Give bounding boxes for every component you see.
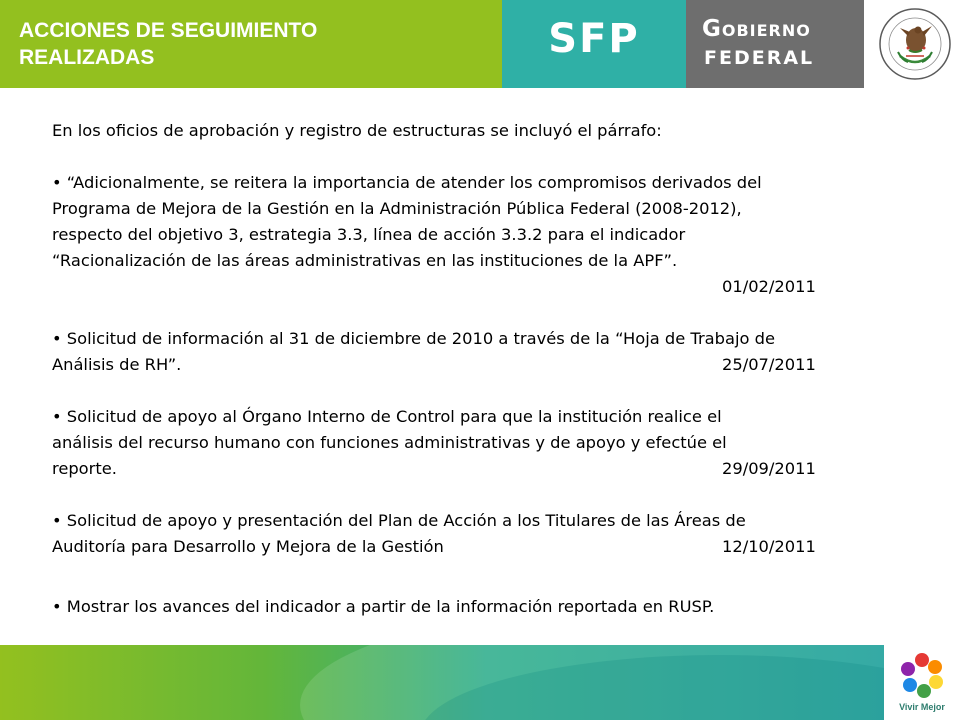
bullet-1-line-2: Programa de Mejora de la Gestión en la Administración Pública Federal (2008-2012), (52, 199, 742, 218)
mexican-coat-of-arms-icon (878, 6, 952, 82)
bullet-symbol: • (52, 511, 62, 530)
bullet-symbol: • (52, 173, 62, 192)
bullet-3-line-1: Solicitud de apoyo al Órgano Interno de Control para que la institución realice el (66, 407, 722, 426)
bullet-3-line-3: reporte. (52, 459, 117, 478)
spacer (52, 300, 872, 326)
vivir-mejor-label: Vivir Mejor (899, 702, 945, 712)
footer (0, 645, 960, 720)
bullet-3-line-2: análisis del recurso humano con funciones administrativas y de apoyo y efectúe el (52, 433, 727, 452)
bullet-symbol: • (52, 407, 62, 426)
bullet-item-4 (52, 508, 872, 560)
bullet-item-1 (52, 170, 872, 300)
spacer (52, 378, 872, 404)
intro-text: En los oficios de aprobación y registro de estructuras se incluyó el párrafo: (52, 121, 662, 140)
bullet-item-2 (52, 326, 872, 378)
vivir-mejor-logo (884, 645, 960, 720)
spacer (52, 560, 872, 594)
bullet-symbol: • (52, 597, 62, 616)
spacer (52, 482, 872, 508)
bullet-1-line-4: “Racionalización de las áreas administrativas en las instituciones de la APF”. (52, 251, 678, 270)
bullet-1-date: 01/02/2011 (722, 277, 816, 296)
slide-body (52, 118, 872, 620)
bullet-symbol: • (52, 329, 62, 348)
vivir-mejor-flower-icon (898, 651, 946, 699)
bullet-5-line-1: Mostrar los avances del indicador a partir de la información reportada en RUSP. (66, 597, 715, 616)
seal-block (864, 0, 960, 88)
bullet-4-date: 12/10/2011 (722, 537, 816, 556)
gobierno-label: Gobierno (702, 16, 811, 42)
footer-gradient-band (0, 645, 884, 720)
bullet-4-line-2: Auditoría para Desarrollo y Mejora de la Gestión (52, 537, 444, 556)
bullet-1-line-1: “Adicionalmente, se reitera la importancia de atender los compromisos derivados del (66, 173, 762, 192)
bullet-1-line-3: respecto del objetivo 3, estrategia 3.3, línea de acción 3.3.2 para el indicador (52, 225, 686, 244)
bullet-2-line-1: Solicitud de información al 31 de diciembre de 2010 a través de la “Hoja de Trabajo de (66, 329, 775, 348)
title-banner (0, 0, 502, 88)
bullet-2-date: 25/07/2011 (722, 355, 816, 374)
bullet-3-date: 29/09/2011 (722, 459, 816, 478)
bullet-2-line-2: Análisis de RH”. (52, 355, 182, 374)
bullet-4-line-1: Solicitud de apoyo y presentación del Plan de Acción a los Titulares de las Áreas de (66, 511, 746, 530)
bullet-item-5 (52, 594, 872, 620)
bullet-item-3 (52, 404, 872, 482)
spacer (52, 144, 872, 170)
sfp-logo: SFP (548, 16, 640, 62)
federal-label: FEDERAL (704, 47, 815, 69)
slide-title: ACCIONES DE SEGUIMIENTO REALIZADAS (19, 19, 318, 69)
gobierno-federal-logo-block (686, 0, 864, 88)
header (0, 0, 960, 88)
sfp-logo-block (502, 0, 686, 88)
